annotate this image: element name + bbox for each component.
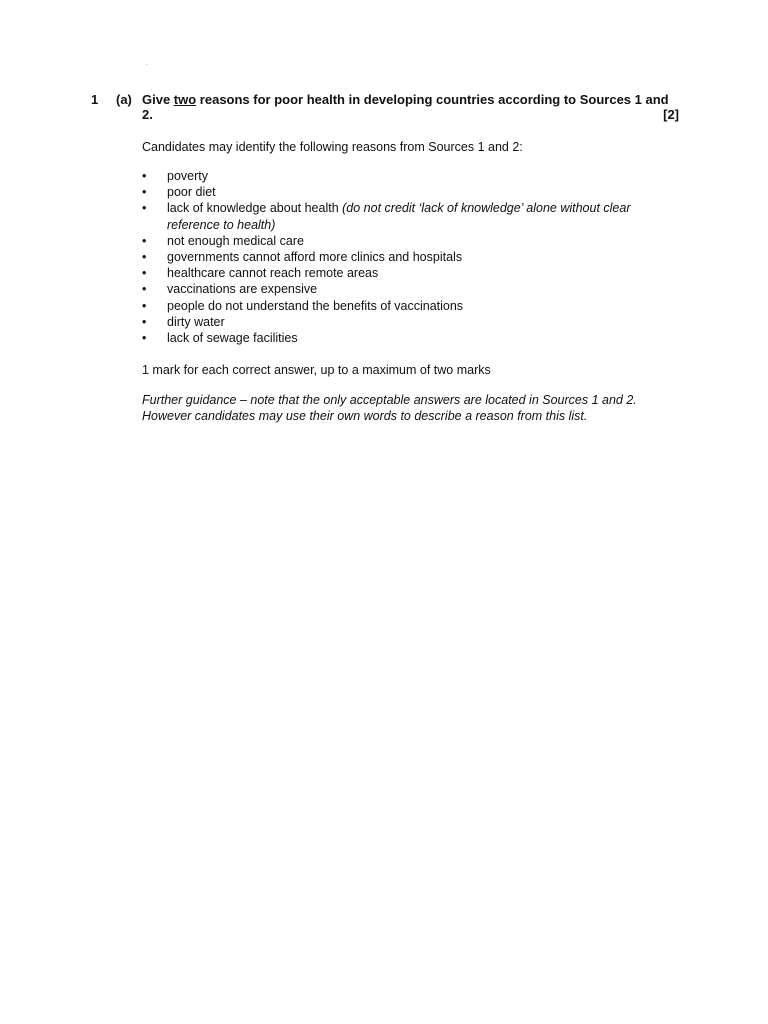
reason-text: lack of knowledge about health xyxy=(167,201,339,216)
reason-text: governments cannot afford more clinics and hospitals xyxy=(167,250,463,265)
list-item xyxy=(142,249,662,265)
list-item xyxy=(142,330,662,346)
reason-text: healthcare cannot reach remote areas xyxy=(167,266,379,281)
list-item xyxy=(142,314,662,330)
list-item xyxy=(142,200,662,232)
scan-speck xyxy=(146,64,148,65)
reason-text: vaccinations are expensive xyxy=(167,282,318,297)
bullet-icon: • xyxy=(142,185,147,200)
intro-text: Candidates may identify the following reasons from Sources 1 and 2: xyxy=(142,140,523,154)
reason-text: poverty xyxy=(167,169,208,183)
question-marks: [2] xyxy=(663,107,679,122)
question-line-1 xyxy=(142,92,682,107)
list-item xyxy=(142,281,662,297)
list-item xyxy=(142,298,662,314)
further-guidance: Further guidance – note that the only acceptable answers are located in Sources 1 and 2. However candidates may use their own words to describe a reason from this list. xyxy=(142,393,637,423)
list-item xyxy=(142,233,662,249)
bullet-icon: • xyxy=(142,331,147,346)
bullet-icon: • xyxy=(142,266,147,281)
reason-text: dirty water xyxy=(167,314,225,329)
question-text-underlined: two xyxy=(173,92,197,107)
bullet-icon: • xyxy=(142,233,147,248)
reason-text: not enough medical care xyxy=(167,233,304,248)
marking-guidance: 1 mark for each correct answer, up to a maximum of two marks xyxy=(142,363,491,377)
bullet-icon: • xyxy=(142,282,147,297)
question-number: 1 xyxy=(91,92,99,107)
list-item xyxy=(142,265,662,281)
list-item xyxy=(142,184,662,200)
question-text-line2: 2. xyxy=(142,107,153,122)
question-text xyxy=(142,92,682,122)
bullet-icon: • xyxy=(142,314,147,329)
reasons-list xyxy=(142,168,662,346)
reason-text: lack of sewage facilities xyxy=(167,331,298,346)
bullet-icon: • xyxy=(142,201,147,216)
bullet-icon: • xyxy=(142,298,147,313)
question-text-before: Give xyxy=(142,92,174,107)
list-item xyxy=(142,168,662,184)
question-line-2 xyxy=(142,107,682,122)
bullet-icon: • xyxy=(142,250,147,265)
question-part: (a) xyxy=(116,92,132,107)
reason-text: people do not understand the benefits of vaccinations xyxy=(167,298,464,313)
question-text-after: reasons for poor health in developing countries according to Sources 1 and xyxy=(196,92,669,107)
bullet-icon: • xyxy=(142,169,147,183)
reason-text: poor diet xyxy=(167,185,216,200)
reason-note: (do not credit ‘lack of knowledge’ alone without clear reference to health) xyxy=(167,201,631,232)
